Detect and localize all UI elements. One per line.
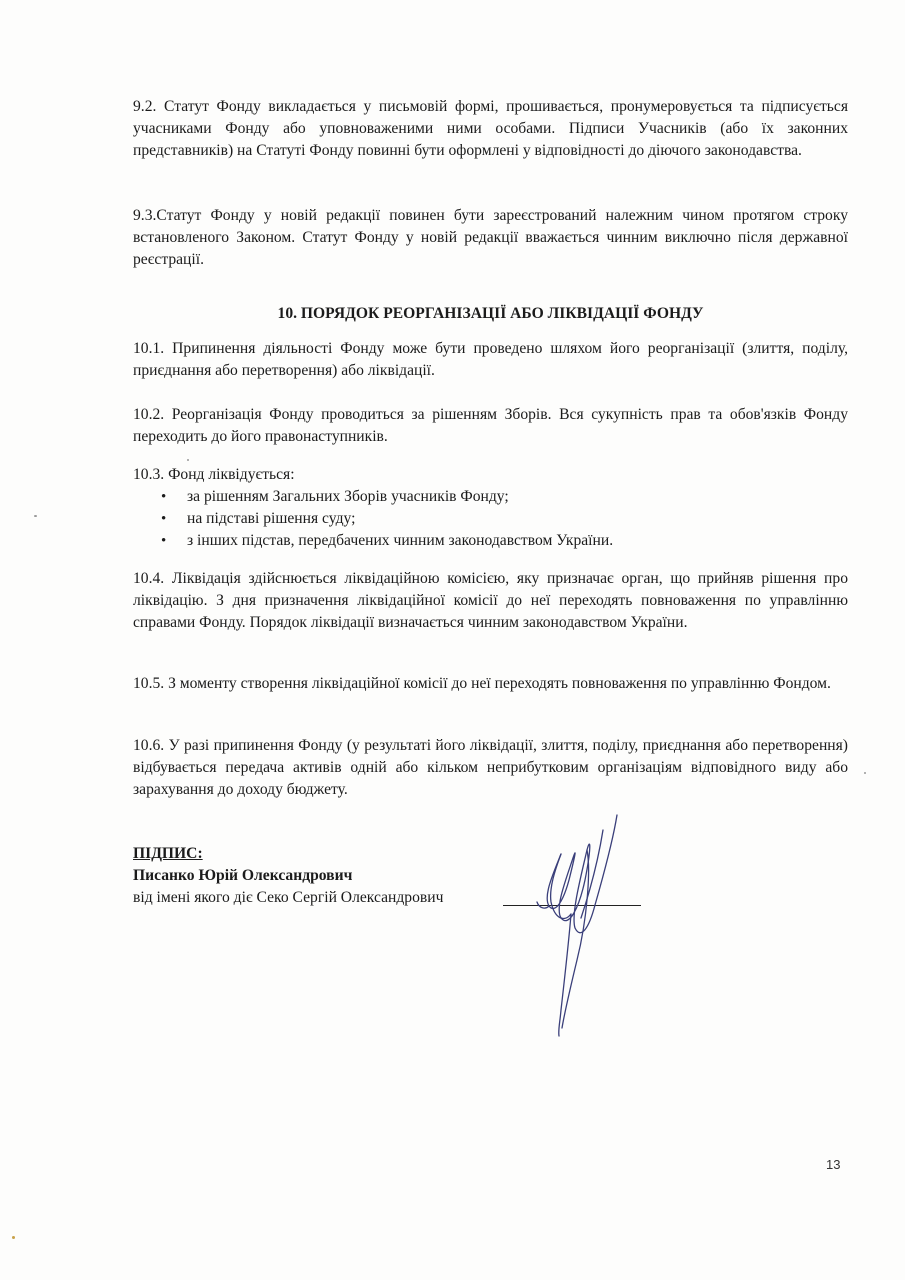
scan-speck: [34, 515, 37, 517]
scan-speck: [864, 772, 866, 774]
bullet-icon: •: [161, 533, 167, 550]
paragraph-9-3: 9.3.Статут Фонду у новій редакції повинен бути зареєстрований належним чином протягом строку встановленого Законом. Статут Фонду у новій редакції вважається чинним виключно після державної реєстрації.: [133, 207, 848, 269]
paragraph-10-6: 10.6. У разі припинення Фонду (у результаті його ліквідації, злиття, поділу, приєднання або перетворення) відбувається передача активів одній або кільком неприбутковим організаціям відповідного виду або зарахування до доходу бюджету.: [133, 737, 848, 799]
paragraph-10-2: 10.2. Реорганізація Фонду проводиться за рішенням Зборів. Вся сукупність прав та обов'язків Фонду переходить до його правонаступників.: [133, 406, 848, 446]
section-heading: 10. ПОРЯДОК РЕОРГАНІЗАЦІЇ АБО ЛІКВІДАЦІЇ ФОНДУ: [277, 305, 704, 322]
scan-speck: [12, 1236, 15, 1239]
paragraph-10-4: 10.4. Ліквідація здійснюється ліквідаційною комісією, яку призначає орган, що прийняв рішення про ліквідацію. З дня призначення ліквідаційної комісії до неї переходять повноваження по управлінню справами Фонду. Порядок ліквідації визначається чинним законодавством України.: [133, 570, 848, 632]
scan-speck: [187, 459, 189, 461]
list-item: • на підставі рішення суду;: [133, 508, 848, 530]
signatory-name: Писанко Юрій Олександрович: [133, 867, 353, 884]
bullet-icon: •: [161, 489, 167, 505]
list-item: • з інших підстав, передбачених чинним законодавством України.: [133, 530, 848, 552]
bullet-icon: •: [161, 511, 167, 528]
list-item: • за рішенням Загальних Зборів учасників Фонду;: [133, 486, 848, 508]
signature-label: ПІДПИС:: [133, 845, 203, 862]
page-number: 13: [826, 1157, 841, 1172]
paragraph-10-3-intro: 10.3. Фонд ліквідується:: [133, 466, 295, 483]
paragraph-10-1: 10.1. Припинення діяльності Фонду може бути проведено шляхом його реорганізації (злиття, поділу, приєднання або перетворення) або ліквідації.: [133, 340, 848, 380]
paragraph-10-5: 10.5. З моменту створення ліквідаційної комісії до неї переходять повноваження по управлінню Фондом.: [133, 675, 831, 692]
signatory-on-behalf: від імені якого діє Секо Сергій Олександрович: [133, 889, 444, 906]
paragraph-9-2: 9.2. Статут Фонду викладається у письмовій формі, прошивається, пронумеровується та підписується учасниками Фонду або уповноваженими ними особами. Підписи Учасників (або їх законних представників) на Статуті Фонду повинні бути оформлені у відповідності до діючого законодавства.: [133, 98, 848, 160]
liquidation-grounds-list: [133, 486, 848, 553]
handwritten-signature-icon: [525, 810, 635, 1040]
